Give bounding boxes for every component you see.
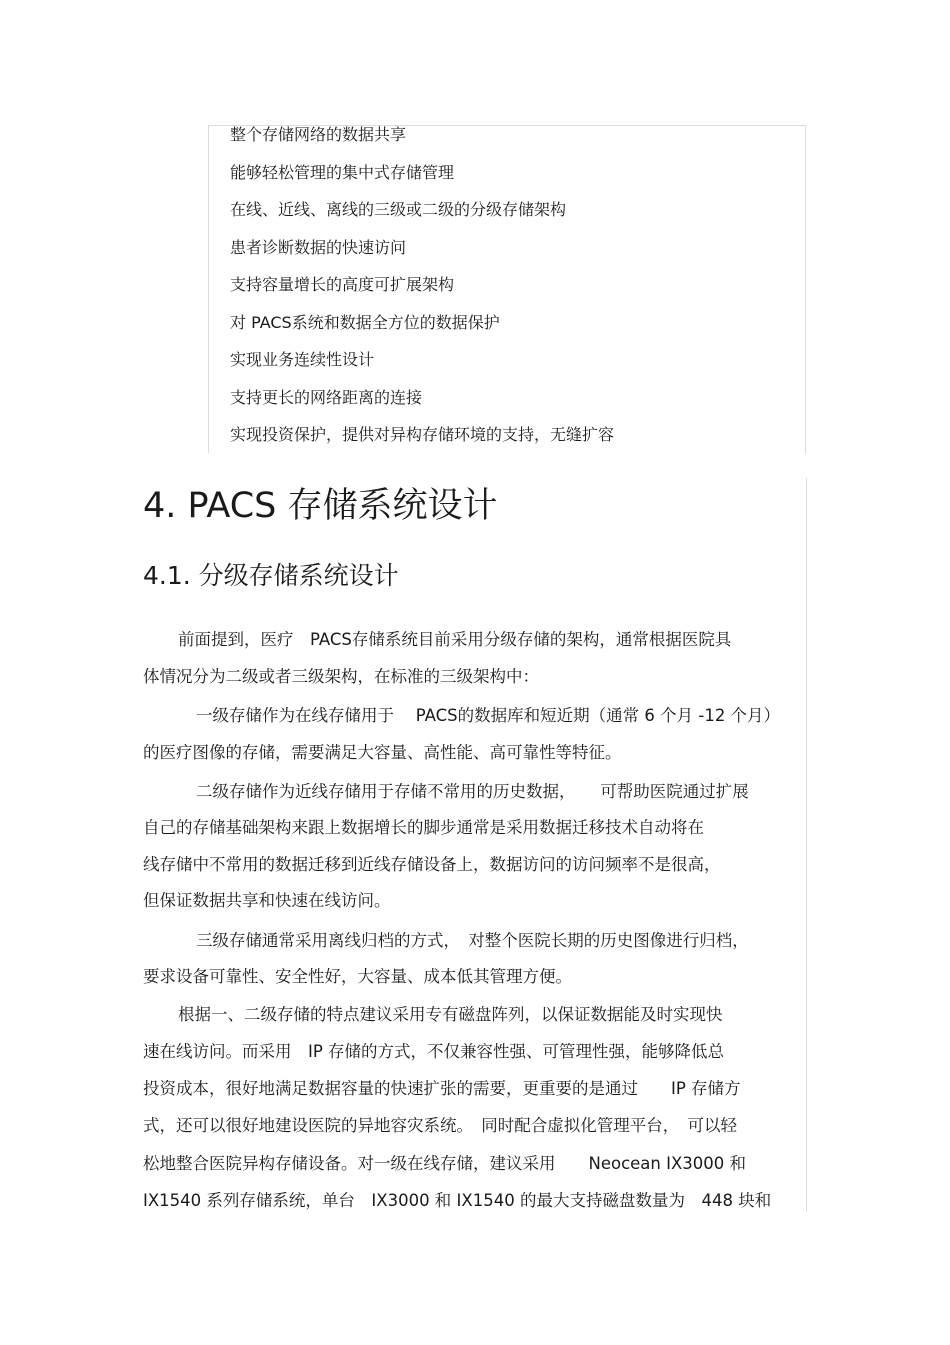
- paragraph-line: 松地整合医院异构存储设备。对一级在线存储，建议采用 Neocean IX3000 和: [143, 1154, 747, 1173]
- paragraph-line: 投资成本，很好地满足数据容量的快速扩张的需要，更重要的是通过 IP 存储方: [143, 1079, 741, 1098]
- paragraph-line: IX1540 系列存储系统，单台 IX3000 和 IX1540 的最大支持磁盘数量为 448 块和: [143, 1191, 772, 1210]
- paragraph-line: 要求设备可靠性、安全性好，大容量、成本低其管理方便。: [143, 967, 572, 986]
- paragraph-line: 的医疗图像的存储，需要满足大容量、高性能、高可靠性等特征。: [143, 743, 622, 762]
- list-item: 实现投资保护，提供对异构存储环境的支持，无缝扩容: [230, 425, 615, 444]
- list-item: 整个存储网络的数据共享: [230, 125, 407, 144]
- paragraph-line: 体情况分为二级或者三级架构，在标准的三级架构中：: [143, 667, 539, 686]
- list-item: 支持容量增长的高度可扩展架构: [230, 275, 455, 294]
- page-frame-right: [806, 478, 807, 1212]
- subsection-heading: 4.1. 分级存储系统设计: [143, 561, 399, 590]
- paragraph-line: 一级存储作为在线存储用于 PACS的数据库和短近期（通常 6 个月 -12 个月）: [196, 706, 781, 725]
- list-item: 支持更长的网络距离的连接: [230, 387, 423, 407]
- feature-list: [230, 122, 614, 460]
- list-item: 对 PACS系统和数据全方位的数据保护: [230, 312, 500, 332]
- list-item: 实现业务连续性设计: [230, 350, 375, 369]
- paragraph-line: 自己的存储基础架构来跟上数据增长的脚步通常是采用数据迁移技术自动将在: [143, 818, 704, 837]
- paragraph-line: 二级存储作为近线存储用于存储不常用的历史数据， 可帮助医院通过扩展: [196, 782, 749, 801]
- paragraph-line: 式，还可以很好地建设医院的异地容灾系统。 同时配合虚拟化管理平台， 可以轻: [143, 1116, 737, 1135]
- paragraph-line: 线存储中不常用的数据迁移到近线存储设备上，数据访问的访问频率不是很高，: [143, 855, 721, 874]
- paragraph-line: 三级存储通常采用离线归档的方式， 对整个医院长期的历史图像进行归档，: [196, 931, 749, 950]
- section-heading: 4. PACS 存储系统设计: [143, 486, 498, 526]
- list-item: 能够轻松管理的集中式存储管理: [230, 162, 455, 182]
- list-item: 在线、近线、离线的三级或二级的分级存储架构: [230, 200, 567, 219]
- paragraph-line: 速在线访问。而采用 IP 存储的方式，不仅兼容性强、可管理性强，能够降低总: [143, 1042, 725, 1061]
- paragraph-line: 但保证数据共享和快速在线访问。: [143, 891, 391, 910]
- list-item: 患者诊断数据的快速访问: [230, 237, 407, 257]
- paragraph-line: 前面提到，医疗 PACS存储系统目前采用分级存储的架构，通常根据医院具: [178, 630, 732, 649]
- paragraph-line: 根据一、二级存储的特点建议采用专有磁盘阵列，以保证数据能及时实现快: [178, 1005, 723, 1024]
